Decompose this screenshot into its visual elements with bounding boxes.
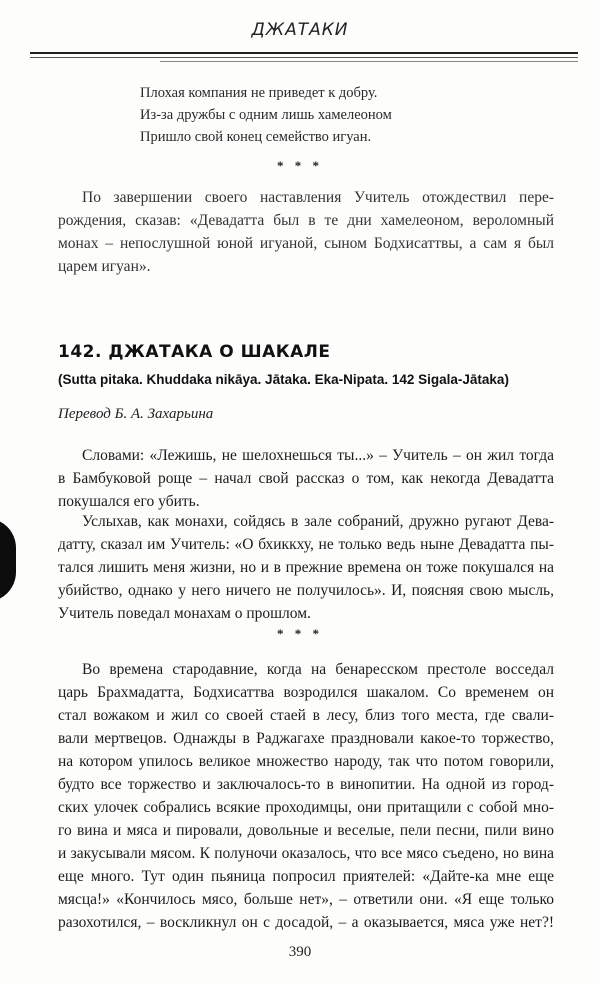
text-line: царь Брахмадатта, Бодхисаттва возродился шакалом. Со временем он [58,684,554,701]
source-reference: (Sutta pitaka. Khuddaka nikāya. Jātaka. Eka-Nipata. 142 Sigala-Jātaka) [58,372,509,387]
text-line: рождения, сказав: «Девадатта был в те дни хамелеоном, вероломный [58,212,554,229]
text-line: Во времена стародавние, когда на бенаресском престоле восседал [82,661,554,678]
header-rule-thick [30,52,578,54]
text-line: Учитель поведал монахам о прошлом. [58,605,311,622]
verse-line: Плохая компания не приведет к добру. [140,85,378,101]
text-line: го вина и мяса и пировали, довольные и веселые, пели песни, пили вино [58,822,554,839]
text-line: Услыхав, как монахи, сойдясь в зале собраний, дружно ругают Дева- [82,513,554,530]
text-line: ских улочек собрались всякие проходимцы, они притащили с собой мно- [58,799,554,816]
translator-credit: Перевод Б. А. Захарьина [58,406,214,422]
conclusion-paragraph [58,186,554,278]
page-number: 390 [288,944,312,960]
header-rule-short [160,61,578,62]
assembly-paragraph [58,510,554,625]
text-line: разохотился, – воскликнул он с досадой, – а оказывается, мяса уже нет?! [58,914,554,931]
verse-line: Пришло свой конец семейство игуан. [140,129,372,145]
intro-paragraph [58,444,554,513]
text-line: Словами: «Лежишь, не шелохнешься ты...» – Учитель – он жил тогда [82,447,554,464]
text-line: будто все торжество и заключалось-то в винопитии. На одной из город- [58,776,554,793]
running-header: ДЖАТАКИ [251,20,349,40]
text-line: датту, сказал им Учитель: «О бхиккху, не только ведь ныне Девадатта пы- [58,536,554,553]
text-line: По завершении своего наставления Учитель отождествил пере- [82,189,554,206]
text-line: и закусывали мясом. К полуночи оказалось, что все мясо съедено, но вина [58,845,554,862]
text-line: мясца!» «Кончилось мясо, больше нет», – ответили они. «Я еще только [58,891,554,908]
text-line: на котором упилось великое множество народу, так что потом говорили, [58,753,554,770]
text-line: вали мертвецов. Однажды в Раджагахе праздновали какое-то торжество, [58,730,554,747]
verse-line: Из-за дружбы с одним лишь хамелеоном [140,107,392,123]
section-separator: * * * [277,626,323,641]
header-rule-thin [30,57,578,58]
verse-stanza [140,82,392,148]
text-line: еще много. Тут один пьяница попросил приятелей: «Дайте-ка мне еще [58,868,554,885]
chapter-title: 142. ДЖАТАКА О ШАКАЛЕ [58,342,331,362]
scan-edge-shadow [0,518,16,602]
section-separator: * * * [277,158,323,173]
text-line: покушался его убить. [58,493,200,510]
text-line: в Бамбуковой роще – начал свой рассказ о том, как некогда Девадатта [58,470,554,487]
story-paragraph [58,658,554,934]
text-line: стал вожаком и жил со своей стаей в лесу, близ того места, где свали- [58,707,554,724]
text-line: убийство, однако у него ничего не получилось». И, поясняя свою мысль, [58,582,554,599]
text-line: монах – непослушной юной игуаной, сыном Бодхисаттвы, а сам я был [58,235,554,252]
text-line: тался лишить меня жизни, но и в прежние времена он тоже покушался на [58,559,554,576]
text-line: царем игуан». [58,258,151,275]
